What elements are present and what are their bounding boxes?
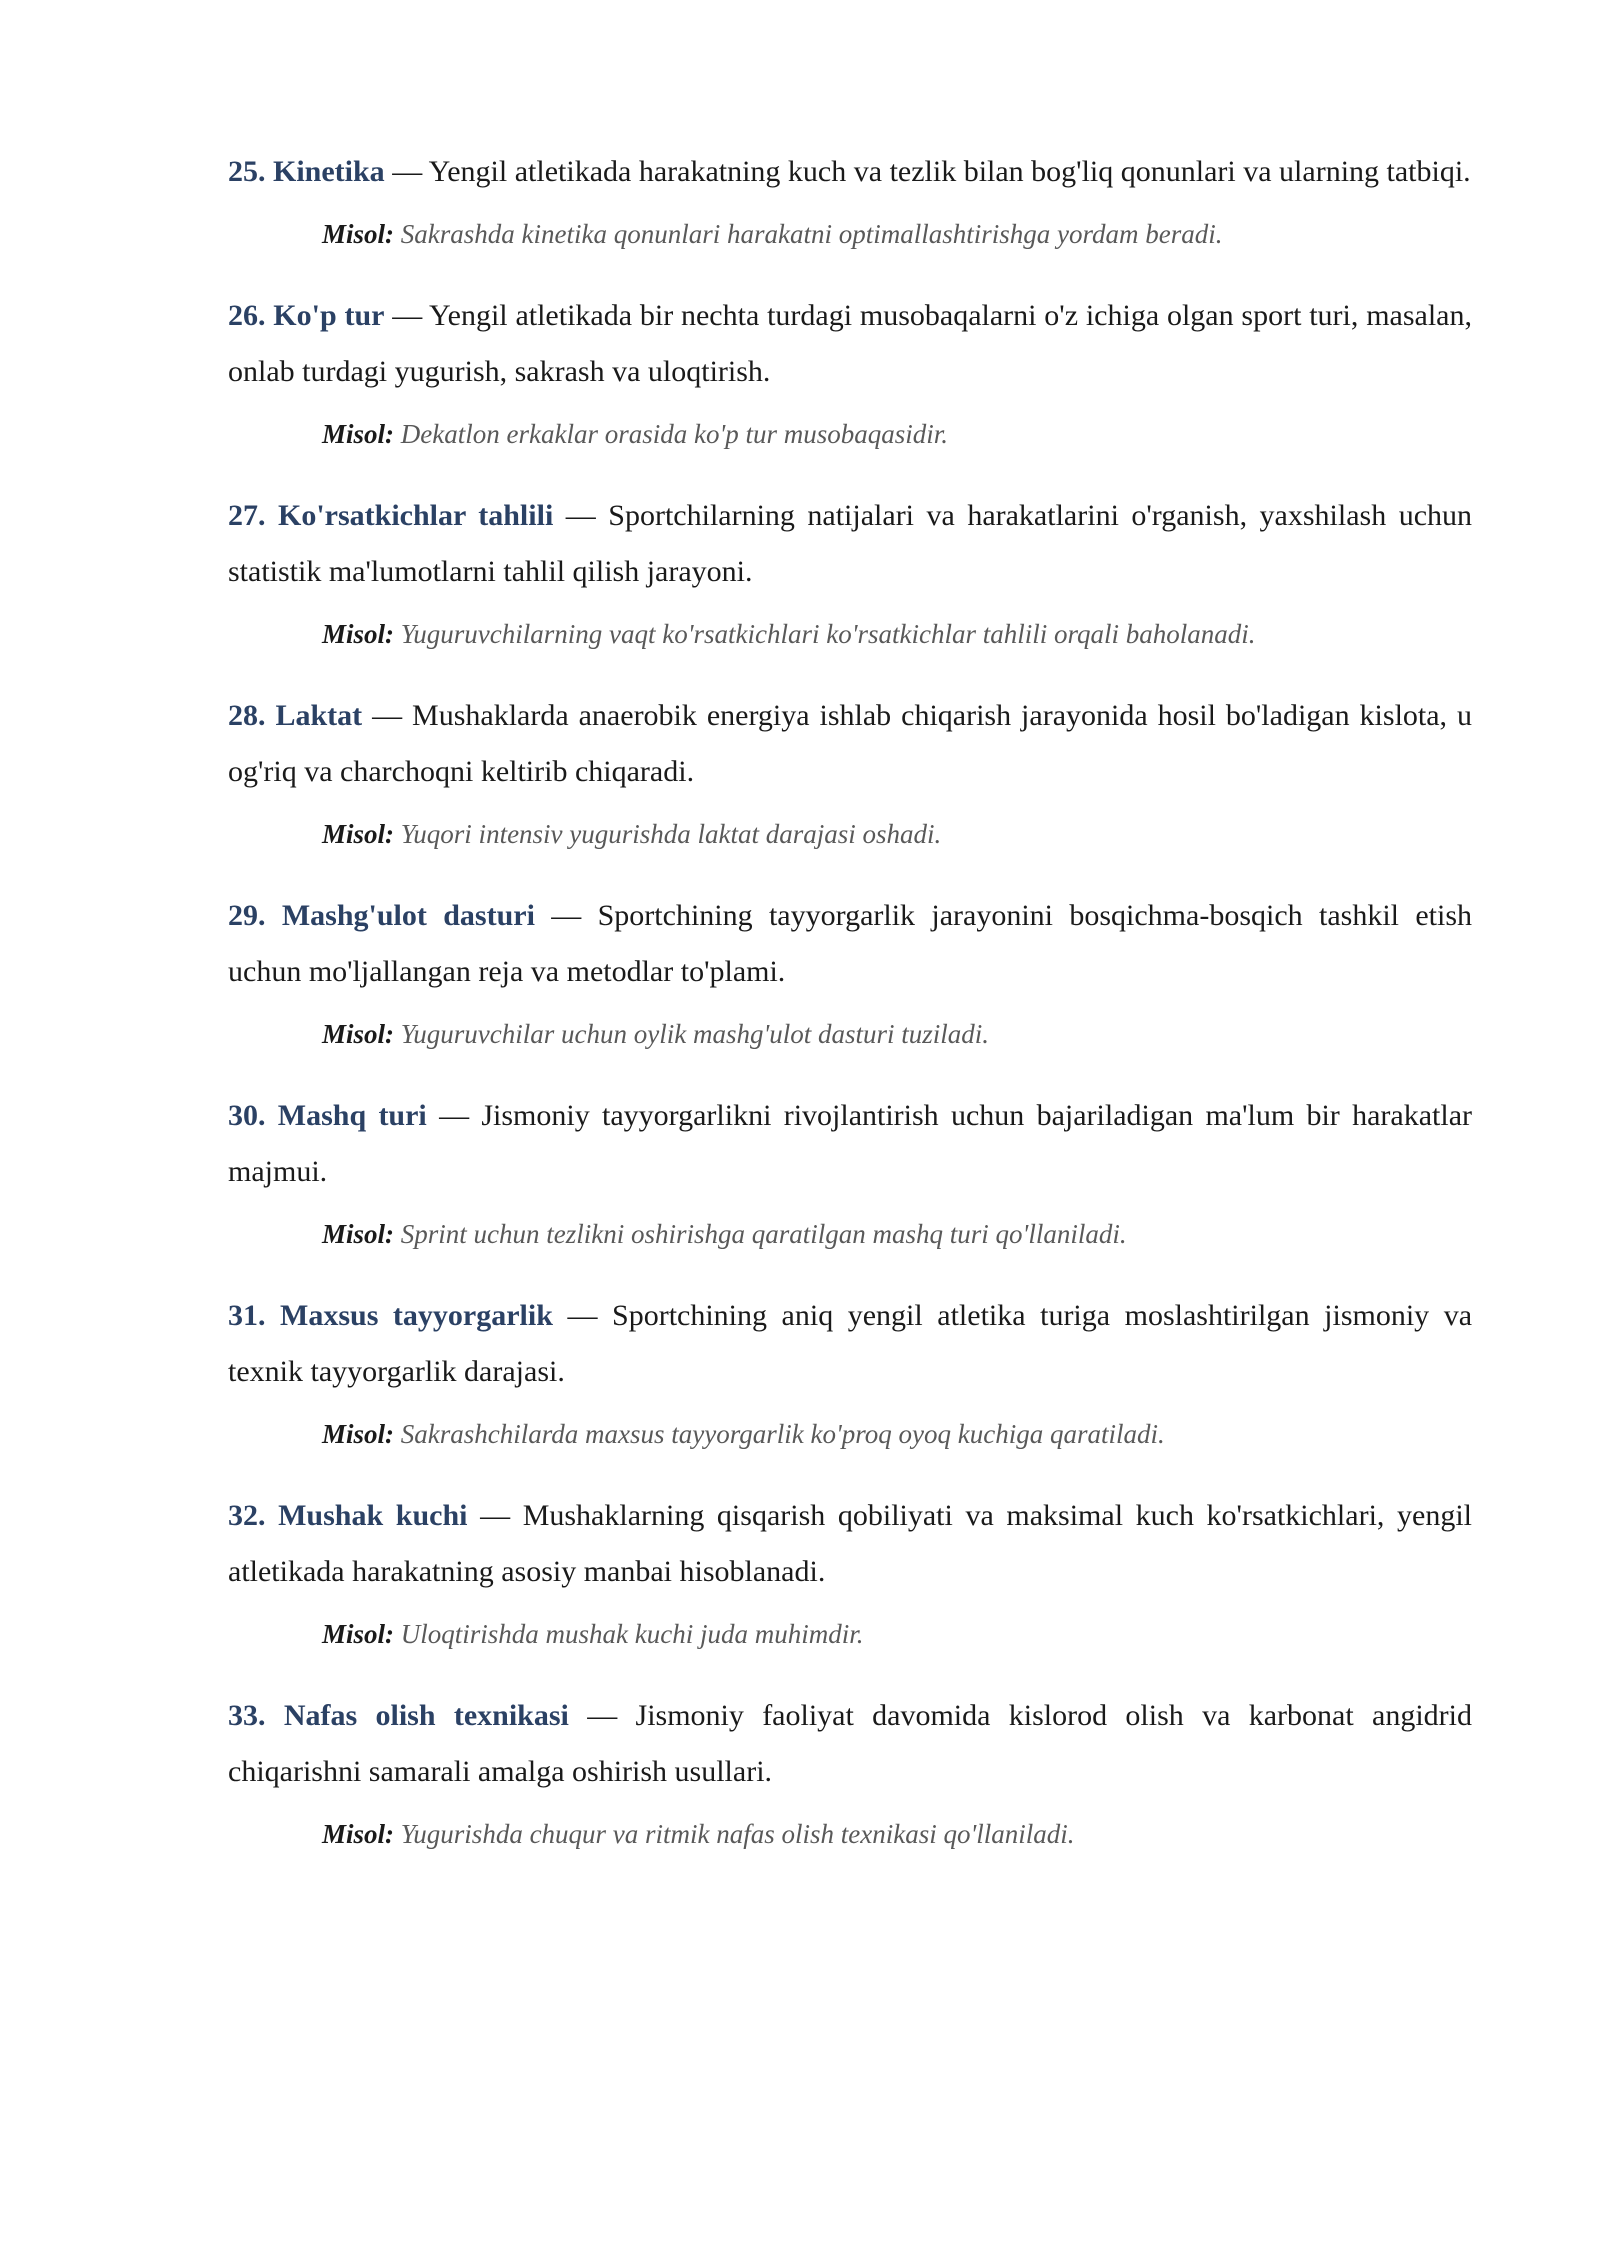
term: 27. Ko'rsatkichlar tahlili bbox=[228, 499, 554, 532]
em-dash: — bbox=[567, 1299, 598, 1332]
example-label: Misol: bbox=[322, 1219, 395, 1249]
example-text: Uloqtirishda mushak kuchi juda muhimdir. bbox=[400, 1619, 864, 1649]
example-text: Yuguruvchilarning vaqt ko'rsatkichlari ko'rsatkichlar tahlili orqali baholanadi. bbox=[400, 619, 1256, 649]
example-text: Sakrashda kinetika qonunlari harakatni optimallashtirishga yordam beradi. bbox=[400, 219, 1223, 249]
em-dash: — bbox=[565, 499, 596, 532]
definition-text: Mushaklarda anaerobik energiya ishlab chiqarish jarayonida hosil bo'ladigan kislota, u og'riq va charchoqni keltirib chiqaradi. bbox=[228, 699, 1473, 788]
definition-paragraph bbox=[228, 688, 1472, 800]
example-label: Misol: bbox=[322, 1619, 395, 1649]
term: 28. Laktat bbox=[228, 699, 363, 732]
example-line bbox=[322, 614, 1472, 654]
example-label: Misol: bbox=[322, 219, 395, 249]
em-dash: — bbox=[392, 299, 423, 332]
example-line bbox=[322, 1614, 1472, 1654]
em-dash: — bbox=[392, 155, 423, 188]
definition-text: Yengil atletikada harakatning kuch va tezlik bilan bog'liq qonunlari va ularning tatbiqi. bbox=[428, 155, 1471, 188]
em-dash: — bbox=[587, 1699, 618, 1732]
example-text: Yuqori intensiv yugurishda laktat darajasi oshadi. bbox=[400, 819, 942, 849]
example-line bbox=[322, 1214, 1472, 1254]
definition-paragraph bbox=[228, 1688, 1472, 1800]
glossary-entry-27 bbox=[228, 488, 1472, 654]
definition-text: Jismoniy faoliyat davomida kislorod olish va karbonat angidrid chiqarishni samarali amalga oshirish usullari. bbox=[228, 1699, 1472, 1788]
example-label: Misol: bbox=[322, 1819, 395, 1849]
glossary-entry-31 bbox=[228, 1288, 1472, 1454]
example-label: Misol: bbox=[322, 819, 395, 849]
example-line bbox=[322, 1414, 1472, 1454]
em-dash: — bbox=[439, 1099, 470, 1132]
definition-paragraph bbox=[228, 144, 1472, 200]
example-label: Misol: bbox=[322, 1019, 395, 1049]
term: 32. Mushak kuchi bbox=[228, 1499, 468, 1532]
example-text: Sakrashchilarda maxsus tayyorgarlik ko'proq oyoq kuchiga qaratiladi. bbox=[400, 1419, 1165, 1449]
definition-text: Jismoniy tayyorgarlikni rivojlantirish uchun bajariladigan ma'lum bir harakatlar majmui. bbox=[228, 1099, 1473, 1188]
example-label: Misol: bbox=[322, 619, 395, 649]
glossary-entry-26 bbox=[228, 288, 1472, 454]
example-line bbox=[322, 214, 1472, 254]
definition-paragraph bbox=[228, 888, 1472, 1000]
definition-text: Mushaklarning qisqarish qobiliyati va maksimal kuch ko'rsatkichlari, yengil atletikada harakatning asosiy manbai hisoblanadi. bbox=[228, 1499, 1472, 1588]
example-text: Sprint uchun tezlikni oshirishga qaratilgan mashq turi qo'llaniladi. bbox=[400, 1219, 1127, 1249]
term: 26. Ko'p tur bbox=[228, 299, 385, 332]
definition-paragraph bbox=[228, 1288, 1472, 1400]
example-label: Misol: bbox=[322, 419, 395, 449]
example-text: Dekatlon erkaklar orasida ko'p tur musobaqasidir. bbox=[400, 419, 949, 449]
glossary-entry-25 bbox=[228, 144, 1472, 254]
definition-paragraph bbox=[228, 1488, 1472, 1600]
example-text: Yugurishda chuqur va ritmik nafas olish texnikasi qo'llaniladi. bbox=[400, 1819, 1075, 1849]
em-dash: — bbox=[372, 699, 403, 732]
example-line bbox=[322, 814, 1472, 854]
glossary-entry-33 bbox=[228, 1688, 1472, 1854]
definition-text: Sportchining tayyorgarlik jarayonini bosqichma-bosqich tashkil etish uchun mo'ljallangan reja va metodlar to'plami. bbox=[228, 899, 1473, 988]
example-text: Yuguruvchilar uchun oylik mashg'ulot dasturi tuziladi. bbox=[400, 1019, 990, 1049]
definition-paragraph bbox=[228, 288, 1472, 400]
term: 25. Kinetika bbox=[228, 155, 385, 188]
definition-text: Sportchilarning natijalari va harakatlarini o'rganish, yaxshilash uchun statistik ma'lumotlarni tahlil qilish jarayoni. bbox=[228, 499, 1473, 588]
em-dash: — bbox=[551, 899, 582, 932]
definition-paragraph bbox=[228, 488, 1472, 600]
em-dash: — bbox=[480, 1499, 511, 1532]
term: 30. Mashq turi bbox=[228, 1099, 427, 1132]
example-line bbox=[322, 1814, 1472, 1854]
definition-text: Sportchining aniq yengil atletika turiga moslashtirilgan jismoniy va texnik tayyorgarlik darajasi. bbox=[228, 1299, 1473, 1388]
glossary-entry-32 bbox=[228, 1488, 1472, 1654]
example-line bbox=[322, 1014, 1472, 1054]
example-label: Misol: bbox=[322, 1419, 395, 1449]
definition-paragraph bbox=[228, 1088, 1472, 1200]
glossary-entry-28 bbox=[228, 688, 1472, 854]
glossary-entry-29 bbox=[228, 888, 1472, 1054]
term: 29. Mashg'ulot dasturi bbox=[228, 899, 535, 932]
term: 31. Maxsus tayyorgarlik bbox=[228, 1299, 553, 1332]
glossary-entry-30 bbox=[228, 1088, 1472, 1254]
document-page bbox=[228, 144, 1472, 1888]
term: 33. Nafas olish texnikasi bbox=[228, 1699, 569, 1732]
definition-text: Yengil atletikada bir nechta turdagi musobaqalarni o'z ichiga olgan sport turi, masalan, onlab turdagi yugurish, sakrash va uloqtirish. bbox=[228, 299, 1472, 388]
example-line bbox=[322, 414, 1472, 454]
